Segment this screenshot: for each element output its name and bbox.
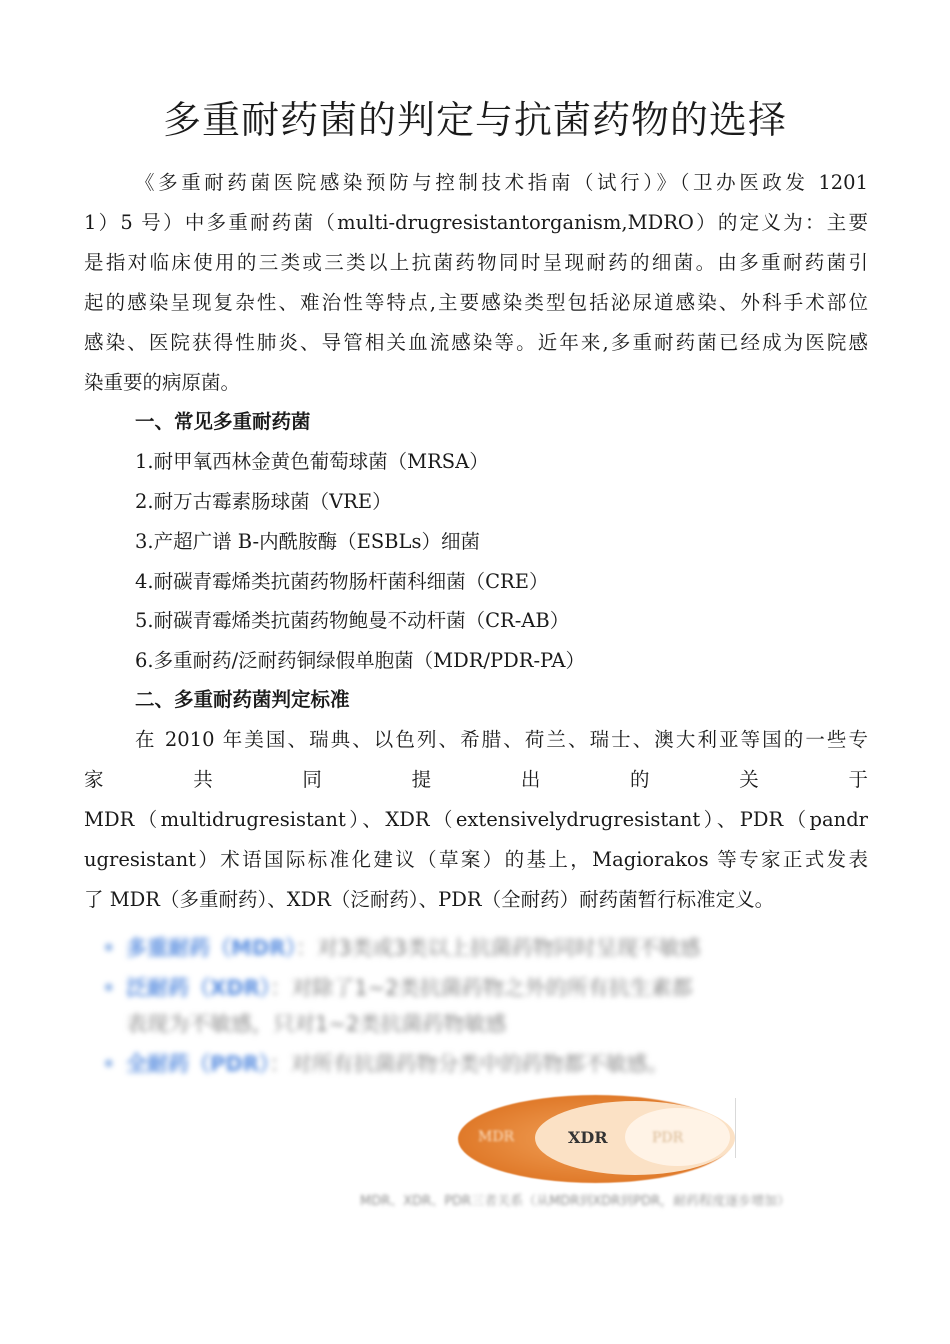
- definition-text: ：对除了1~2类抗菌药物之外的所有抗生素都: [270, 976, 693, 1000]
- definition-term: 全耐药（PDR）: [126, 1052, 270, 1076]
- body-line: 家 共 同 提 出 的 关 于: [84, 768, 868, 791]
- pdr-label: PDR: [652, 1130, 684, 1146]
- mdr-label: MDR: [478, 1129, 515, 1145]
- definition-term: 泛耐药（XDR）: [126, 976, 271, 1000]
- body-line: 了 MDR（多重耐药）、XDR（泛耐药）、PDR（全耐药）耐药菌暂行标准定义。: [84, 888, 775, 911]
- diagram-divider: [735, 1098, 736, 1158]
- intro-line: 1）5 号）中多重耐药菌（multi-drugresistantorganism,MDRO）的定义为：主要: [84, 211, 868, 234]
- intro-line: 染重要的病原菌。: [84, 371, 241, 394]
- intro-line: 感染、医院获得性肺炎、导管相关血流感染等。近年来,多重耐药菌已经成为医院感: [84, 331, 868, 354]
- list-item: 3.产超广谱 B-内酰胺酶（ESBLs）细菌: [135, 530, 480, 553]
- list-item: 2.耐万古霉素肠球菌（VRE）: [135, 490, 392, 513]
- bullet-dot-icon: •: [102, 936, 116, 960]
- definition-bullet: [100, 970, 870, 1006]
- intro-line: 是指对临床使用的三类或三类以上抗菌药物同时呈现耐药的细菌。由多重耐药菌引: [84, 251, 868, 274]
- slide-definitions: [100, 930, 870, 1082]
- body-line: 在 2010 年美国、瑞典、以色列、希腊、荷兰、瑞士、澳大利亚等国的一些专: [135, 728, 868, 751]
- diagram-caption: MDR、XDR、PDR三者关系（从MDR到XDR到PDR，耐药程度逐步增加）: [360, 1194, 791, 1209]
- mdr-xdr-pdr-diagram: [440, 1095, 750, 1185]
- bullet-dot-icon: •: [102, 976, 116, 1000]
- section-heading-criteria: 二、多重耐药菌判定标准: [135, 688, 350, 711]
- body-line: ugresistant）术语国际标准化建议（草案）的基上，Magiorakos 等专家正式发表: [84, 848, 868, 871]
- document-title: 多重耐药菌的判定与抗菌药物的选择: [162, 98, 787, 142]
- list-item: 6.多重耐药/泛耐药铜绿假单胞菌（MDR/PDR-PA）: [135, 649, 585, 672]
- intro-line: 起的感染呈现复杂性、难治性等特点,主要感染类型包括泌尿道感染、外科手术部位: [84, 291, 868, 314]
- definition-bullet: [100, 1046, 870, 1082]
- xdr-label: XDR: [568, 1128, 608, 1147]
- definition-bullet: [100, 930, 870, 966]
- section-heading-common-mdro: 一、常见多重耐药菌: [135, 410, 311, 433]
- definition-text: ：对3类或3类以上抗菌药物同时呈现不敏感: [296, 936, 701, 960]
- list-item: 4.耐碳青霉烯类抗菌药物肠杆菌科细菌（CRE）: [135, 570, 549, 593]
- definition-continuation: 表现为不敏感，只对1~2类抗菌药物敏感: [126, 1012, 507, 1036]
- body-line: MDR（multidrugresistant）、XDR（extensivelydrugresistant）、PDR（pandr: [84, 808, 868, 831]
- definition-text: ：对所有抗菌药物分类中的药物都不敏感。: [269, 1052, 669, 1076]
- definition-term: 多重耐药（MDR）: [126, 936, 296, 960]
- bullet-dot-icon: •: [102, 1052, 116, 1076]
- list-item: 5.耐碳青霉烯类抗菌药物鲍曼不动杆菌（CR-AB）: [135, 609, 570, 632]
- list-item: 1.耐甲氧西林金黄色葡萄球菌（MRSA）: [135, 450, 489, 473]
- intro-line: 《多重耐药菌医院感染预防与控制技术指南（试行）》（卫办医政发 1201: [135, 171, 868, 194]
